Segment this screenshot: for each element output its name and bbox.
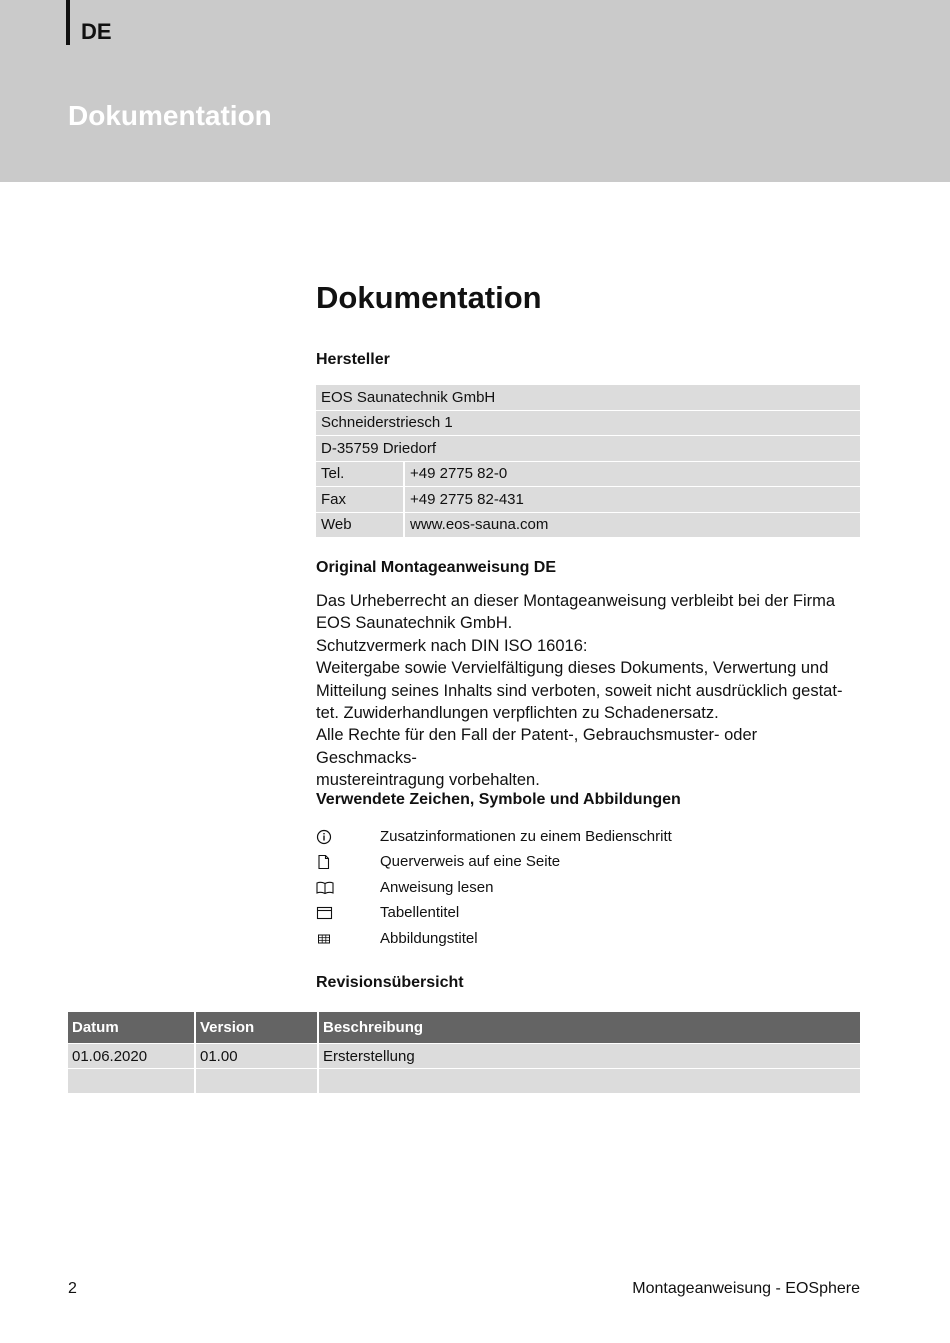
revision-version [196,1068,319,1093]
table-row [316,487,860,512]
symbol-label: Querverweis auf eine Seite [380,853,561,870]
figure-title-icon [316,931,334,947]
manufacturer-table [316,384,860,538]
table-row [316,385,860,410]
page-icon [316,854,334,870]
manufacturer-heading: Hersteller [316,351,390,368]
symbol-label: Tabellentitel [380,904,460,921]
paragraph-line: mustereintragung vorbehalten. [316,771,540,790]
symbol-item-table-title [316,904,860,928]
contact-key: Fax [316,487,405,512]
contact-key: Tel. [316,462,405,487]
table-row [316,436,860,461]
original-instructions-heading: Original Montageanweisung DE [316,559,557,576]
header-title: Dokumentation [68,100,272,131]
revision-date: 01.06.2020 [68,1043,196,1068]
city-address: D-35759 Driedorf [316,436,860,461]
paragraph-line: Mitteilung seines Inhalts sind verboten, soweit nicht ausdrücklich gestat- [316,681,843,700]
column-header-description: Beschreibung [319,1012,860,1043]
table-header-row [68,1012,860,1043]
column-header-date: Datum [68,1012,196,1043]
phone-value: +49 2775 82-0 [405,462,860,487]
web-value: www.eos-sauna.com [405,513,860,538]
column-header-version: Version [196,1012,319,1043]
paragraph-line: Das Urheberrecht an dieser Montageanweisung verbleibt bei der Firma [316,592,836,610]
language-label: DE [81,19,112,44]
symbol-item-book [316,879,860,903]
revision-date [68,1068,196,1093]
table-row [316,513,860,538]
revision-heading: Revisionsübersicht [316,974,464,991]
revision-table [68,1012,860,1093]
table-row [68,1068,860,1093]
page-title: Dokumentation [316,280,542,315]
fax-value: +49 2775 82-431 [405,487,860,512]
header-band [0,0,950,182]
copyright-paragraph [316,590,860,792]
table-row [316,462,860,487]
symbol-label: Abbildungstitel [380,930,478,947]
symbol-item-page [316,853,860,877]
company-name: EOS Saunatechnik GmbH [316,385,860,410]
paragraph-line: EOS Saunatechnik GmbH. [316,614,513,633]
revision-version: 01.00 [196,1043,319,1068]
table-row [68,1043,860,1068]
table-title-icon [316,905,334,921]
paragraph-line: Weitergabe sowie Vervielfältigung dieses Dokuments, Verwertung und [316,659,829,678]
symbol-item-info [316,828,860,852]
symbol-item-figure-title [316,930,860,954]
paragraph-line: tet. Zuwiderhandlungen verpflichten zu Schadenersatz. [316,704,719,723]
symbols-heading: Verwendete Zeichen, Symbole und Abbildungen [316,791,681,808]
street-address: Schneiderstriesch 1 [316,411,860,436]
info-icon [316,829,334,845]
book-icon [316,880,334,896]
footer-document-title: Montageanweisung - EOSphere [632,1280,860,1297]
symbol-label: Anweisung lesen [380,879,494,896]
symbol-label: Zusatzinformationen zu einem Bedienschritt [380,828,672,845]
page-number: 2 [68,1280,77,1297]
paragraph-line: Schutzvermerk nach DIN ISO 16016: [316,636,588,655]
revision-description [319,1068,860,1093]
language-marker-bar [66,0,70,45]
revision-description: Ersterstellung [319,1043,860,1068]
contact-key: Web [316,513,405,538]
paragraph-line: Alle Rechte für den Fall der Patent-, Gebrauchsmuster- oder Geschmacks- [316,726,758,767]
table-row [316,411,860,436]
